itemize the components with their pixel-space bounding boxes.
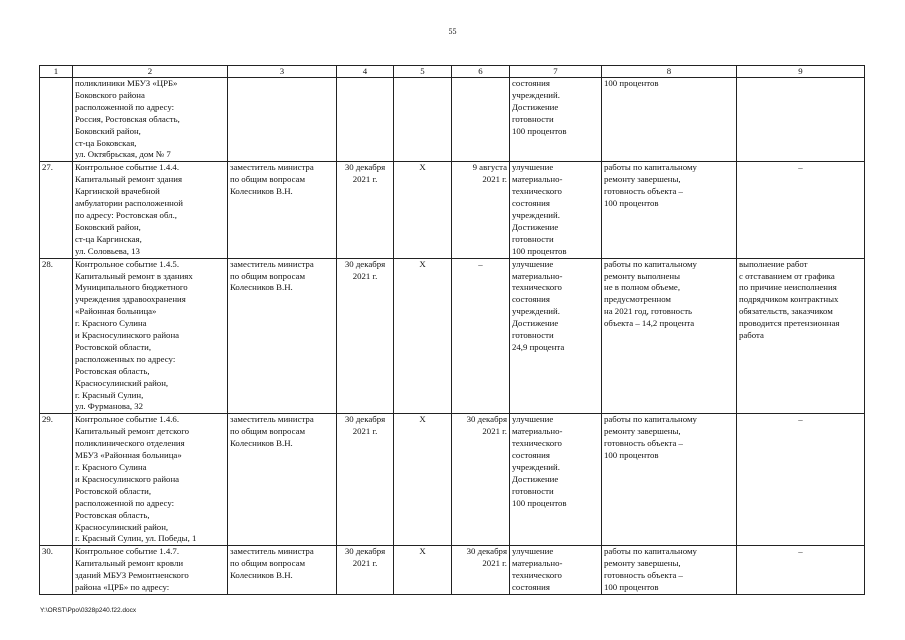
- row-number-cell: 29.: [40, 414, 73, 546]
- header-cell: 4: [337, 66, 394, 78]
- cell-line: Красносулинский район,: [75, 521, 169, 532]
- cell-line: на 2021 год, готовность: [604, 306, 693, 317]
- cell-line: состояния: [512, 582, 550, 593]
- result-cell: [510, 78, 602, 162]
- cell-line: состояния: [512, 78, 550, 88]
- event-cell: [73, 258, 228, 414]
- note-cell: [737, 258, 865, 414]
- cell-line: 100 процентов: [512, 497, 567, 508]
- cell-line: Боковского района: [75, 89, 145, 100]
- cell-line: 100 процентов: [512, 125, 567, 136]
- cell-line: 24,9 процента: [512, 341, 565, 352]
- cell-line: –: [798, 162, 803, 173]
- table-row: [40, 78, 865, 162]
- cell-line: поликлиники МБУЗ «ЦРБ»: [75, 78, 178, 88]
- status-cell: [602, 162, 737, 258]
- cell-line: Ростовской области,: [75, 341, 152, 352]
- cell-line: заместитель министра: [230, 414, 314, 425]
- x-mark-cell: X: [394, 258, 452, 414]
- note-cell: [737, 414, 865, 546]
- actual-date-cell: [452, 162, 510, 258]
- note-cell: [737, 162, 865, 258]
- cell-line: работы по капитальному: [604, 258, 697, 269]
- header-cell: 3: [228, 66, 337, 78]
- cell-line: г. Красный Сулин, ул. Победы, 1: [75, 533, 197, 544]
- cell-line: 30 декабря: [344, 546, 386, 557]
- cell-line: технического: [512, 186, 562, 197]
- cell-line: поликлинического отделения: [75, 438, 185, 449]
- cell-line: Достижение: [512, 101, 559, 112]
- cell-line: расположенной по адресу:: [75, 497, 175, 508]
- planned-date-cell: [337, 258, 394, 414]
- cell-line: 2021 г.: [352, 270, 378, 281]
- cell-line: подрядчиком контрактных: [739, 294, 839, 305]
- cell-line: ул. Фурманова, 32: [75, 401, 144, 412]
- cell-line: ремонту завершены,: [604, 174, 681, 185]
- cell-line: технического: [512, 438, 562, 449]
- file-path-footer: Y:\ORST\Ppo\0328p240.f22.docx: [40, 607, 137, 614]
- table-row: [40, 546, 865, 595]
- cell-line: не в полном объеме,: [604, 282, 681, 293]
- cell-line: Россия, Ростовская область,: [75, 113, 180, 124]
- cell-line: учреждений.: [512, 462, 560, 472]
- result-cell: [510, 258, 602, 414]
- cell-line: ст-ца Каргинская,: [75, 233, 142, 244]
- cell-line: 30 декабря: [466, 546, 507, 557]
- cell-line: работы по капитальному: [604, 414, 697, 425]
- cell-line: предусмотренном: [604, 294, 671, 305]
- cell-line: улучшение: [512, 258, 554, 269]
- row-number-cell: 28.: [40, 258, 73, 414]
- note-cell: [737, 546, 865, 595]
- status-cell: [602, 78, 737, 162]
- cell-line: улучшение: [512, 414, 554, 425]
- cell-line: Ростовской области,: [75, 485, 152, 496]
- cell-line: ул. Соловьева, 13: [75, 245, 140, 256]
- cell-line: Контрольное событие 1.4.4.: [75, 162, 180, 173]
- cell-line: Колесников В.Н.: [230, 282, 293, 293]
- cell-line: обязательств, заказчиком: [739, 306, 833, 317]
- cell-line: по общим вопросам: [230, 558, 306, 569]
- cell-line: Красносулинский район,: [75, 377, 169, 388]
- cell-line: ул. Октябрьская, дом № 7: [75, 149, 171, 160]
- cell-line: улучшение: [512, 546, 554, 557]
- cell-line: –: [798, 414, 803, 425]
- event-cell: [73, 546, 228, 595]
- cell-line: заместитель министра: [230, 258, 314, 269]
- result-cell: [510, 546, 602, 595]
- cell-line: Капитальный ремонт в зданиях: [75, 270, 193, 281]
- cell-line: Капитальный ремонт здания: [75, 174, 182, 185]
- progress-report-table: [39, 65, 865, 595]
- cell-line: готовность объекта –: [604, 438, 683, 449]
- cell-line: Достижение: [512, 221, 559, 232]
- cell-line: МБУЗ «Районная больница»: [75, 450, 182, 461]
- actual-date-cell: [452, 258, 510, 414]
- cell-line: работы по капитальному: [604, 162, 697, 173]
- actual-date-cell: [452, 414, 510, 546]
- cell-line: Ростовская область,: [75, 365, 150, 376]
- header-row: [40, 66, 865, 78]
- cell-line: учреждений.: [512, 89, 560, 100]
- cell-line: 2021 г.: [482, 174, 507, 185]
- cell-line: учреждения здравоохранения: [75, 294, 186, 305]
- cell-line: выполнение работ: [739, 258, 808, 269]
- cell-line: работы по капитальному: [604, 546, 697, 557]
- cell-line: расположенной по адресу:: [75, 101, 175, 112]
- cell-line: по общим вопросам: [230, 270, 306, 281]
- x-mark-cell: X: [394, 546, 452, 595]
- cell-line: готовности: [512, 485, 554, 496]
- cell-line: ремонту завершены,: [604, 558, 681, 569]
- header-cell: 2: [73, 66, 228, 78]
- cell-line: учреждений.: [512, 306, 560, 317]
- cell-line: материально-: [512, 174, 563, 185]
- cell-line: Боковский район,: [75, 125, 141, 136]
- cell-line: заместитель министра: [230, 546, 314, 557]
- cell-line: Достижение: [512, 473, 559, 484]
- cell-line: ремонту выполнены: [604, 270, 680, 281]
- page-number: 55: [448, 27, 457, 36]
- cell-line: улучшение: [512, 162, 554, 173]
- cell-line: состояния: [512, 450, 550, 461]
- cell-line: и Красносулинского района: [75, 330, 180, 341]
- status-cell: [602, 414, 737, 546]
- header-cell: 5: [394, 66, 452, 78]
- cell-line: ремонту завершены,: [604, 426, 681, 437]
- cell-line: –: [478, 258, 483, 269]
- cell-line: Колесников В.Н.: [230, 570, 293, 581]
- cell-line: «Районная больница»: [75, 306, 157, 317]
- cell-line: 2021 г.: [352, 558, 378, 569]
- header-cell: 9: [737, 66, 865, 78]
- cell-line: заместитель министра: [230, 162, 314, 173]
- event-cell: [73, 162, 228, 258]
- cell-line: Колесников В.Н.: [230, 186, 293, 197]
- cell-line: Контрольное событие 1.4.6.: [75, 414, 180, 425]
- cell-line: готовности: [512, 330, 554, 341]
- cell-line: 100 процентов: [604, 450, 659, 461]
- row-number-cell: [40, 78, 73, 162]
- cell-line: Колесников В.Н.: [230, 438, 293, 449]
- cell-line: 100 процентов: [604, 582, 659, 593]
- cell-line: Муниципального бюджетного: [75, 282, 188, 293]
- cell-line: Капитальный ремонт кровли: [75, 558, 184, 569]
- cell-line: по общим вопросам: [230, 426, 306, 437]
- cell-line: Достижение: [512, 318, 559, 329]
- status-cell: [602, 546, 737, 595]
- actual-date-cell: [452, 78, 510, 162]
- cell-line: зданий МБУЗ Ремонтненского: [75, 570, 189, 581]
- cell-line: состояния: [512, 198, 550, 209]
- responsible-cell: [228, 258, 337, 414]
- actual-date-cell: [452, 546, 510, 595]
- cell-line: ст-ца Боковская,: [75, 137, 137, 148]
- planned-date-cell: [337, 546, 394, 595]
- event-cell: [73, 78, 228, 162]
- cell-line: по причине неисполнения: [739, 282, 837, 293]
- event-cell: [73, 414, 228, 546]
- table-row: [40, 162, 865, 258]
- cell-line: расположенных по адресу:: [75, 353, 176, 364]
- cell-line: 2021 г.: [482, 558, 507, 569]
- cell-line: 2021 г.: [352, 426, 378, 437]
- cell-line: 2021 г.: [482, 426, 507, 437]
- responsible-cell: [228, 162, 337, 258]
- note-cell: [737, 78, 865, 162]
- cell-line: готовности: [512, 233, 554, 244]
- cell-line: материально-: [512, 426, 563, 437]
- cell-line: работа: [739, 330, 764, 341]
- result-cell: [510, 162, 602, 258]
- planned-date-cell: [337, 414, 394, 546]
- planned-date-cell: [337, 78, 394, 162]
- x-mark-cell: X: [394, 162, 452, 258]
- cell-line: Ростовская область,: [75, 509, 150, 520]
- cell-line: 30 декабря: [466, 414, 507, 425]
- cell-line: по общим вопросам: [230, 174, 306, 185]
- responsible-cell: [228, 414, 337, 546]
- cell-line: Контрольное событие 1.4.5.: [75, 258, 180, 269]
- row-number-cell: 27.: [40, 162, 73, 258]
- cell-line: готовность объекта –: [604, 570, 683, 581]
- cell-line: Контрольное событие 1.4.7.: [75, 546, 180, 557]
- responsible-cell: [228, 78, 337, 162]
- cell-line: 100 процентов: [604, 198, 659, 209]
- header-cell: 6: [452, 66, 510, 78]
- cell-line: готовность объекта –: [604, 186, 683, 197]
- cell-line: объекта – 14,2 процента: [604, 318, 695, 329]
- table-body: [40, 78, 865, 595]
- cell-line: 100 процентов: [604, 78, 659, 88]
- cell-line: готовности: [512, 113, 554, 124]
- responsible-cell: [228, 546, 337, 595]
- x-mark-cell: X: [394, 414, 452, 546]
- cell-line: –: [798, 546, 803, 557]
- table-row: [40, 414, 865, 546]
- cell-line: технического: [512, 282, 562, 293]
- cell-line: амбулатории расположенной: [75, 198, 183, 209]
- cell-line: и Красносулинского района: [75, 473, 180, 484]
- planned-date-cell: [337, 162, 394, 258]
- x-mark-cell: [394, 78, 452, 162]
- cell-line: состояния: [512, 294, 550, 305]
- header-cell: 7: [510, 66, 602, 78]
- cell-line: г. Красный Сулин,: [75, 389, 144, 400]
- cell-line: 30 декабря: [344, 258, 386, 269]
- cell-line: технического: [512, 570, 562, 581]
- table-row: [40, 258, 865, 414]
- cell-line: 2021 г.: [352, 174, 378, 185]
- cell-line: Боковский район,: [75, 221, 141, 232]
- cell-line: 9 августа: [472, 162, 507, 173]
- cell-line: Капитальный ремонт детского: [75, 426, 190, 437]
- result-cell: [510, 414, 602, 546]
- cell-line: учреждений.: [512, 209, 560, 220]
- cell-line: 100 процентов: [512, 245, 567, 256]
- status-cell: [602, 258, 737, 414]
- cell-line: Каргинской врачебной: [75, 186, 160, 197]
- cell-line: г. Красного Сулина: [75, 318, 147, 329]
- cell-line: проводится претензионная: [739, 318, 840, 329]
- cell-line: г. Красного Сулина: [75, 462, 147, 472]
- cell-line: района «ЦРБ» по адресу:: [75, 582, 170, 593]
- header-cell: 8: [602, 66, 737, 78]
- cell-line: 30 декабря: [344, 162, 386, 173]
- cell-line: по адресу: Ростовская обл.,: [75, 209, 177, 220]
- cell-line: материально-: [512, 558, 563, 569]
- cell-line: с отставанием от графика: [739, 270, 835, 281]
- cell-line: материально-: [512, 270, 563, 281]
- header-cell: 1: [40, 66, 73, 78]
- row-number-cell: 30.: [40, 546, 73, 595]
- cell-line: 30 декабря: [344, 414, 386, 425]
